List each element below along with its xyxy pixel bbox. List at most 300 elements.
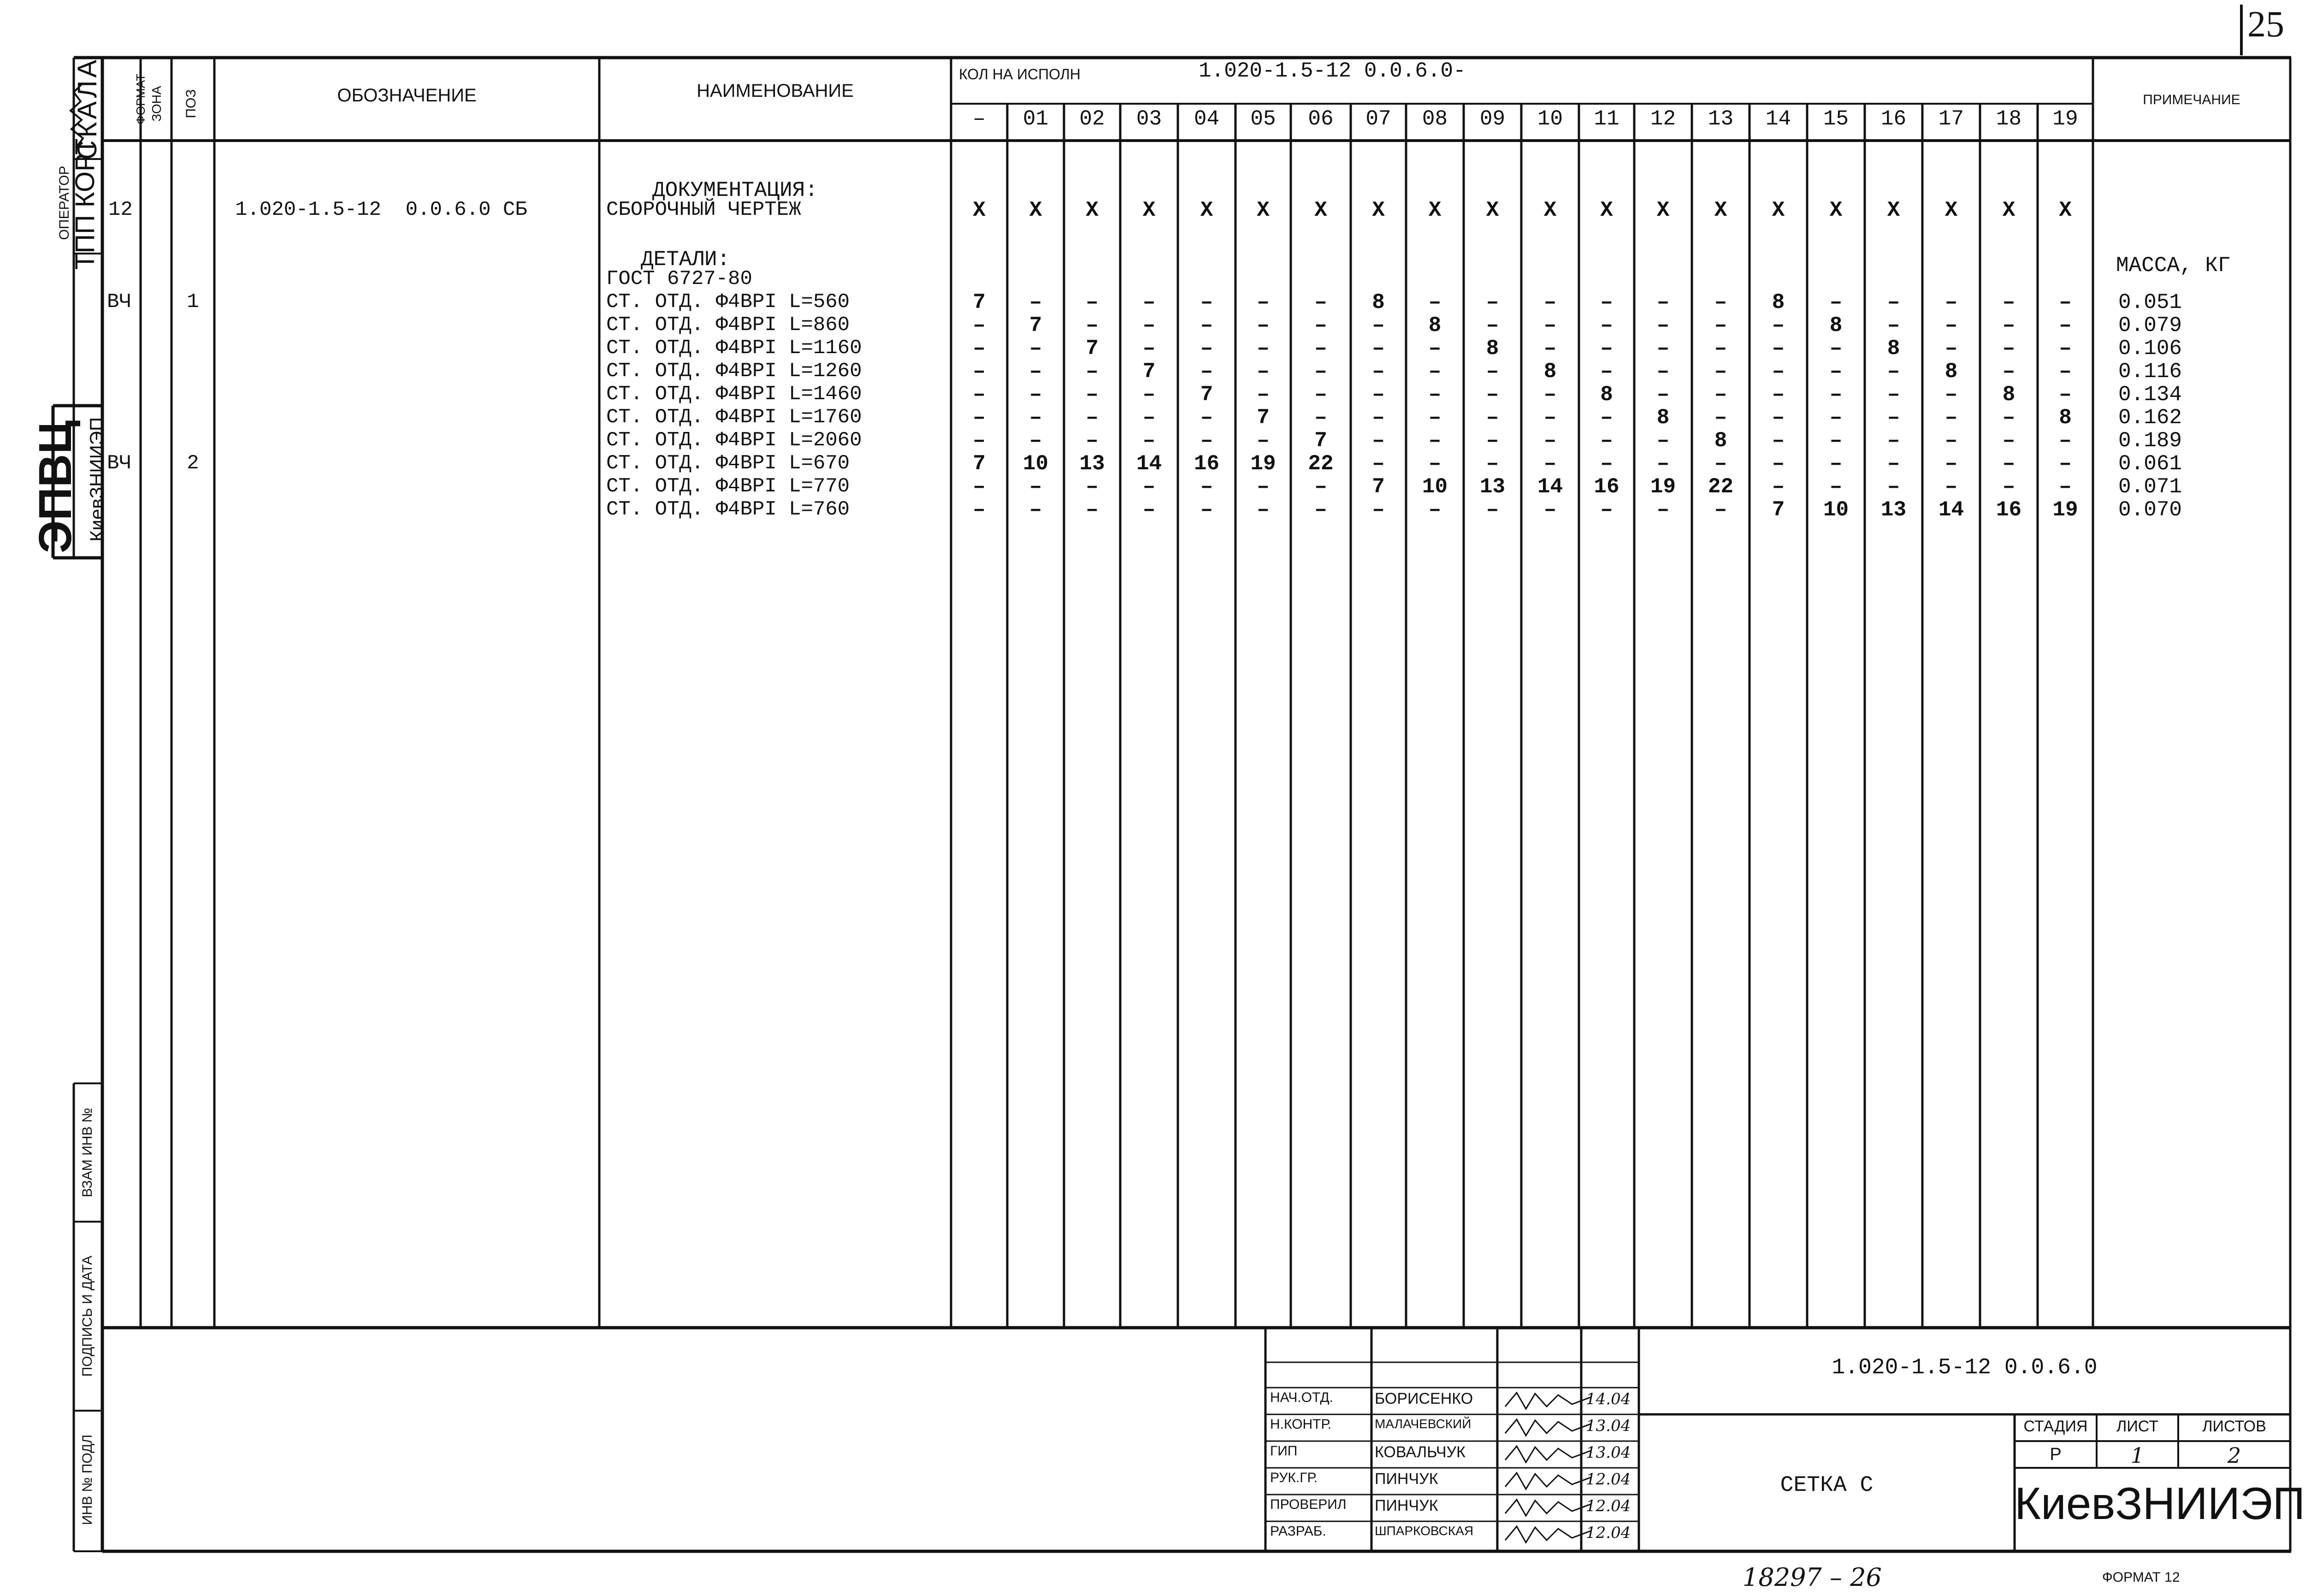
row-note: 0.134	[2118, 383, 2182, 407]
qty-cell: 13	[1880, 498, 1907, 522]
qty-cell: –	[1029, 290, 1042, 314]
row-note: МАССА, КГ	[2116, 254, 2231, 278]
qty-cell: –	[2059, 337, 2072, 361]
row-note: 0.106	[2118, 337, 2182, 361]
qty-cell: X	[1829, 198, 1843, 222]
qty-cell: –	[1257, 475, 1270, 499]
qty-cell: –	[2059, 475, 2072, 499]
qty-cell: 14	[1537, 475, 1563, 499]
variant-header: 17	[1938, 107, 1964, 131]
qty-cell: –	[1029, 360, 1042, 384]
qty-cell: –	[1656, 383, 1670, 407]
qty-cell: –	[1257, 337, 1270, 361]
inv-podl-label: ИНВ № ПОДЛ	[80, 1434, 95, 1525]
qty-cell: –	[2059, 429, 2072, 453]
qty-cell: X	[1142, 198, 1156, 222]
signer-role: РАЗРАБ.	[1270, 1524, 1326, 1539]
qty-cell: –	[1142, 475, 1156, 499]
signature-stroke	[1505, 1393, 1590, 1409]
qty-cell: –	[1372, 337, 1385, 361]
qty-cell: X	[1257, 198, 1270, 222]
qty-cell: X	[1372, 198, 1385, 222]
qty-cell: 8	[1543, 360, 1557, 384]
stadiya-value: Р	[2050, 1445, 2062, 1464]
qty-cell: –	[2002, 337, 2015, 361]
qty-cell: –	[1200, 313, 1213, 337]
qty-cell: –	[1944, 337, 1958, 361]
qty-cell: 19	[1250, 452, 1276, 476]
row-name: СБОРОЧНЫЙ ЧЕРТЕЖ	[606, 198, 801, 221]
qty-cell: –	[2059, 290, 2072, 314]
qty-cell: –	[1486, 498, 1499, 522]
qty-cell: X	[1714, 198, 1727, 222]
qty-cell: –	[1887, 313, 1900, 337]
variant-header: 05	[1250, 107, 1276, 131]
qty-cell: –	[1314, 498, 1327, 522]
qty-cell: –	[1029, 498, 1042, 522]
qty-cell: –	[1486, 360, 1499, 384]
qty-cell: 19	[1650, 475, 1676, 499]
variant-header: 10	[1537, 107, 1563, 131]
qty-cell: –	[1314, 383, 1327, 407]
qty-cell: –	[1543, 313, 1557, 337]
qty-cell: –	[1486, 406, 1499, 430]
signature-stroke	[1505, 1419, 1590, 1436]
qty-cell: X	[1543, 198, 1557, 222]
qty-cell: –	[1772, 452, 1785, 476]
vzam-inv-label: ВЗАМ ИНВ №	[80, 1107, 95, 1198]
row-name: СТ. ОТД. Ф4ВРI L=1460	[606, 383, 862, 406]
qty-cell: –	[2059, 452, 2072, 476]
qty-cell: –	[1887, 475, 1900, 499]
qty-cell: X	[1029, 198, 1042, 222]
qty-cell: X	[973, 198, 986, 222]
row-note: 0.079	[2118, 313, 2182, 337]
qty-cell: X	[2002, 198, 2015, 222]
qty-cell: –	[1543, 290, 1557, 314]
qty-cell: X	[1428, 198, 1442, 222]
qty-cell: 8	[1486, 337, 1499, 361]
header-doc-prefix: 1.020-1.5-12 0.0.6.0-	[1199, 59, 1466, 83]
row-format: 12	[108, 198, 133, 221]
qty-cell: 8	[1714, 429, 1727, 453]
qty-cell: 8	[1829, 313, 1843, 337]
qty-cell: –	[1714, 290, 1727, 314]
qty-cell: –	[1887, 383, 1900, 407]
qty-cell: –	[2002, 475, 2015, 499]
qty-cell: –	[2002, 429, 2015, 453]
qty-cell: 8	[1372, 290, 1385, 314]
qty-cell: –	[1200, 498, 1213, 522]
row-name: СТ. ОТД. Ф4ВРI L=2060	[606, 429, 862, 452]
variant-header: 18	[1996, 107, 2022, 131]
header-kol-na-ispoln: КОЛ НА ИСПОЛН	[959, 66, 1081, 83]
qty-cell: –	[973, 429, 986, 453]
variant-header: 14	[1765, 107, 1791, 131]
row-note: 0.162	[2118, 406, 2182, 430]
qty-cell: –	[1887, 452, 1900, 476]
signature-drawing	[1503, 1468, 1595, 1494]
qty-cell: 10	[1422, 475, 1448, 499]
qty-cell: –	[1714, 452, 1727, 476]
row-note: 0.070	[2118, 498, 2182, 522]
qty-cell: –	[1772, 313, 1785, 337]
variant-header: –	[973, 107, 986, 131]
signature-stroke	[1505, 1473, 1590, 1489]
qty-cell: 8	[1944, 360, 1958, 384]
qty-cell: –	[1772, 337, 1785, 361]
qty-cell: –	[1314, 290, 1327, 314]
qty-cell: –	[1600, 406, 1613, 430]
qty-cell: 8	[1656, 406, 1670, 430]
qty-cell: –	[1543, 406, 1557, 430]
qty-cell: –	[1656, 290, 1670, 314]
qty-cell: –	[1772, 475, 1785, 499]
qty-cell: –	[1086, 313, 1099, 337]
qty-cell: X	[1200, 198, 1213, 222]
row-name: СТ. ОТД. Ф4ВРI L=560	[606, 290, 850, 313]
variant-header: 02	[1079, 107, 1105, 131]
qty-cell: –	[1086, 475, 1099, 499]
qty-cell: X	[1772, 198, 1785, 222]
qty-cell: –	[973, 406, 986, 430]
qty-cell: –	[1600, 429, 1613, 453]
qty-cell: –	[973, 383, 986, 407]
signer-name: БОРИСЕНКО	[1375, 1390, 1473, 1407]
signer-date: 12.04	[1586, 1524, 1631, 1542]
signer-role: ГИП	[1270, 1443, 1298, 1459]
qty-cell: –	[1029, 475, 1042, 499]
qty-cell: –	[973, 475, 986, 499]
qty-cell: –	[1029, 406, 1042, 430]
qty-cell: –	[1142, 429, 1156, 453]
row-oboznachenie: 1.020-1.5-12 0.0.6.0 СБ	[235, 198, 527, 221]
qty-cell: 14	[1938, 498, 1964, 522]
qty-cell: –	[1428, 360, 1442, 384]
qty-cell: –	[1372, 452, 1385, 476]
qty-cell: –	[1543, 383, 1557, 407]
qty-cell: 7	[1142, 360, 1156, 384]
signer-role: ПРОВЕРИЛ	[1270, 1497, 1347, 1512]
signature-drawing	[1503, 1495, 1595, 1521]
signer-name: МАЛАЧЕВСКИЙ	[1375, 1417, 1472, 1431]
skala-stamp: СКАЛА	[72, 57, 102, 160]
variant-header: 16	[1880, 107, 1907, 131]
signer-date: 12.04	[1586, 1497, 1631, 1515]
qty-cell: –	[1086, 498, 1099, 522]
qty-cell: –	[1428, 429, 1442, 453]
qty-cell: –	[1772, 360, 1785, 384]
qty-cell: –	[1600, 498, 1613, 522]
qty-cell: –	[1200, 406, 1213, 430]
qty-cell: –	[1200, 290, 1213, 314]
inventory-number: 18297 – 26	[1743, 1563, 1882, 1592]
qty-cell: 8	[2059, 406, 2072, 430]
qty-cell: –	[1887, 360, 1900, 384]
qty-cell: 13	[1079, 452, 1105, 476]
qty-cell: –	[1029, 429, 1042, 453]
header-naimenovanie: НАИМЕНОВАНИЕ	[697, 81, 854, 101]
qty-cell: –	[1029, 383, 1042, 407]
signature-drawing	[1503, 1442, 1595, 1467]
qty-cell: –	[1887, 290, 1900, 314]
signature-stroke	[1505, 1526, 1590, 1543]
row-name: СТ. ОТД. Ф4ВРI L=1260	[606, 360, 862, 383]
qty-cell: –	[1257, 383, 1270, 407]
qty-cell: –	[2059, 383, 2072, 407]
variant-header: 15	[1823, 107, 1849, 131]
qty-cell: –	[1829, 452, 1843, 476]
signer-role: РУК.ГР.	[1270, 1470, 1318, 1485]
variant-header: 01	[1022, 107, 1049, 131]
header-oboznachenie: ОБОЗНАЧЕНИЕ	[337, 85, 477, 106]
org-strip-label: КиевЗНИИЭП	[86, 417, 107, 542]
qty-cell: X	[1314, 198, 1327, 222]
list-label: ЛИСТ	[2116, 1418, 2158, 1435]
qty-cell: –	[1829, 475, 1843, 499]
qty-cell: 7	[1372, 475, 1385, 499]
qty-cell: –	[1486, 383, 1499, 407]
epvts-label: ЭПВЦ	[30, 420, 81, 553]
qty-cell: –	[1714, 406, 1727, 430]
qty-cell: –	[1543, 429, 1557, 453]
qty-cell: –	[1200, 475, 1213, 499]
drawing-title: СЕТКА С	[1780, 1473, 1874, 1498]
signer-date: 14.04	[1586, 1390, 1631, 1408]
row-name: СТ. ОТД. Ф4ВРI L=760	[606, 498, 850, 521]
variant-header: 07	[1365, 107, 1391, 131]
qty-cell: –	[1257, 429, 1270, 453]
qty-cell: –	[1887, 429, 1900, 453]
qty-cell: –	[1656, 452, 1670, 476]
qty-cell: –	[1314, 337, 1327, 361]
row-section-heading: ДЕТАЛИ:	[641, 248, 730, 272]
qty-cell: X	[1944, 198, 1958, 222]
qty-cell: –	[1944, 290, 1958, 314]
qty-cell: –	[2002, 313, 2015, 337]
row-name: СТ. ОТД. Ф4ВРI L=770	[606, 475, 850, 498]
signer-role: Н.КОНТР.	[1270, 1417, 1332, 1432]
qty-cell: –	[1486, 452, 1499, 476]
qty-cell: –	[1257, 498, 1270, 522]
qty-cell: 10	[1022, 452, 1049, 476]
qty-cell: –	[1656, 360, 1670, 384]
qty-cell: –	[1314, 360, 1327, 384]
qty-cell: –	[1714, 383, 1727, 407]
qty-cell: –	[1372, 360, 1385, 384]
qty-cell: –	[1887, 406, 1900, 430]
row-note: 0.071	[2118, 475, 2182, 499]
qty-cell: –	[1428, 290, 1442, 314]
qty-cell: 7	[1086, 337, 1099, 361]
qty-cell: –	[1944, 475, 1958, 499]
qty-cell: –	[1600, 290, 1613, 314]
signer-name: КОВАЛЬЧУК	[1375, 1443, 1466, 1461]
row-format: ВЧ	[107, 452, 131, 475]
row-note: 0.116	[2118, 360, 2182, 384]
qty-cell: –	[1656, 337, 1670, 361]
org-name: КиевЗНИИЭП	[2015, 1478, 2305, 1529]
row-format: ВЧ	[107, 290, 131, 313]
qty-cell: 8	[1772, 290, 1785, 314]
qty-cell: –	[1944, 406, 1958, 430]
qty-cell: 8	[1600, 383, 1613, 407]
signature-stroke	[1505, 1446, 1590, 1462]
stadiya-label: СТАДИЯ	[2023, 1418, 2088, 1435]
variant-header: 08	[1422, 107, 1448, 131]
qty-cell: X	[1600, 198, 1613, 222]
qty-cell: –	[1829, 360, 1843, 384]
qty-cell: 8	[1428, 313, 1442, 337]
qty-cell: –	[2002, 360, 2015, 384]
qty-cell: X	[2059, 198, 2072, 222]
qty-cell: –	[1829, 406, 1843, 430]
qty-cell: –	[1944, 313, 1958, 337]
qty-cell: –	[1714, 313, 1727, 337]
qty-cell: –	[1428, 452, 1442, 476]
qty-cell: –	[1257, 313, 1270, 337]
qty-cell: 16	[1194, 452, 1220, 476]
qty-cell: X	[1486, 198, 1499, 222]
qty-cell: –	[1944, 452, 1958, 476]
qty-cell: –	[1029, 337, 1042, 361]
qty-cell: 7	[1257, 406, 1270, 430]
qty-cell: –	[2002, 452, 2015, 476]
qty-cell: –	[1142, 290, 1156, 314]
qty-cell: –	[1086, 406, 1099, 430]
signature-drawing	[1503, 1415, 1595, 1441]
qty-cell: –	[1142, 337, 1156, 361]
listov-value: 2	[2227, 1443, 2241, 1468]
qty-cell: –	[1829, 337, 1843, 361]
qty-cell: –	[1714, 498, 1727, 522]
qty-cell: –	[1372, 406, 1385, 430]
qty-cell: –	[1772, 429, 1785, 453]
variant-header: 11	[1594, 107, 1619, 131]
qty-cell: –	[1714, 337, 1727, 361]
qty-cell: 7	[1200, 383, 1213, 407]
signer-date: 12.04	[1586, 1470, 1631, 1489]
qty-cell: 16	[1996, 498, 2022, 522]
qty-cell: 7	[1314, 429, 1327, 453]
qty-cell: –	[2002, 290, 2015, 314]
variant-header: 04	[1194, 107, 1220, 131]
signer-date: 13.04	[1586, 1417, 1631, 1435]
row-poz: 1	[187, 290, 199, 313]
signer-name: ПИНЧУК	[1375, 1497, 1438, 1514]
qty-cell: –	[2002, 406, 2015, 430]
qty-cell: –	[1257, 360, 1270, 384]
qty-cell: 7	[1772, 498, 1785, 522]
qty-cell: –	[1086, 290, 1099, 314]
qty-cell: –	[1142, 383, 1156, 407]
row-name: СТ. ОТД. Ф4ВРI L=860	[606, 313, 850, 337]
qty-cell: –	[1257, 290, 1270, 314]
qty-cell: –	[1372, 313, 1385, 337]
qty-cell: –	[1944, 429, 1958, 453]
qty-cell: –	[1372, 429, 1385, 453]
qty-cell: –	[1772, 383, 1785, 407]
doc-number: 1.020-1.5-12 0.0.6.0	[1832, 1355, 2098, 1380]
signer-date: 13.04	[1586, 1443, 1631, 1462]
qty-cell: –	[1200, 337, 1213, 361]
qty-cell: –	[973, 313, 986, 337]
qty-cell: –	[1600, 452, 1613, 476]
qty-cell: –	[1428, 383, 1442, 407]
qty-cell: –	[973, 498, 986, 522]
row-name: ГОСТ 6727-80	[606, 267, 752, 290]
header-format: ФОРМАТ	[134, 74, 148, 124]
qty-cell: –	[973, 360, 986, 384]
row-name: СТ. ОТД. Ф4ВРI L=1760	[606, 406, 862, 429]
qty-cell: –	[1372, 498, 1385, 522]
qty-cell: –	[1656, 429, 1670, 453]
page-number: 25	[2247, 4, 2284, 45]
qty-cell: –	[1486, 313, 1499, 337]
qty-cell: –	[1142, 313, 1156, 337]
qty-cell: 19	[2052, 498, 2078, 522]
qty-cell: 7	[973, 452, 986, 476]
row-note: 0.189	[2118, 429, 2182, 453]
signature-stroke	[1505, 1500, 1590, 1516]
qty-cell: –	[1486, 429, 1499, 453]
qty-cell: –	[1314, 475, 1327, 499]
qty-cell: –	[1086, 429, 1099, 453]
qty-cell: 7	[973, 290, 986, 314]
skala-signature	[62, 74, 99, 148]
qty-cell: –	[1829, 383, 1843, 407]
qty-cell: –	[1142, 406, 1156, 430]
qty-cell: 13	[1479, 475, 1506, 499]
qty-cell: –	[1428, 498, 1442, 522]
qty-cell: –	[1200, 429, 1213, 453]
tpp-kort-label: ТПП КОРТ	[70, 138, 100, 270]
qty-cell: 8	[2002, 383, 2015, 407]
qty-cell: –	[1314, 313, 1327, 337]
qty-cell: –	[1314, 406, 1327, 430]
list-value: 1	[2130, 1443, 2145, 1468]
qty-cell: –	[2059, 313, 2072, 337]
header-zona: ЗОНА	[149, 86, 164, 122]
qty-cell: 14	[1136, 452, 1162, 476]
qty-cell: –	[1372, 383, 1385, 407]
qty-cell: –	[1142, 498, 1156, 522]
row-note: 0.061	[2118, 452, 2182, 476]
signer-name: ПИНЧУК	[1375, 1470, 1438, 1488]
row-name: СТ. ОТД. Ф4ВРI L=670	[606, 452, 850, 475]
variant-header: 06	[1308, 107, 1334, 131]
variant-header: 13	[1708, 107, 1734, 131]
qty-cell: –	[1656, 498, 1670, 522]
row-name: СТ. ОТД. Ф4ВРI L=1160	[606, 337, 862, 360]
qty-cell: –	[1486, 290, 1499, 314]
qty-cell: –	[1086, 383, 1099, 407]
row-poz: 2	[187, 452, 199, 475]
qty-cell: –	[1543, 498, 1557, 522]
qty-cell: 16	[1594, 475, 1619, 499]
row-section-heading: ДОКУМЕНТАЦИЯ:	[652, 178, 818, 202]
qty-cell: –	[1714, 360, 1727, 384]
qty-cell: –	[1543, 452, 1557, 476]
qty-cell: –	[1428, 337, 1442, 361]
qty-cell: –	[1543, 337, 1557, 361]
variant-header: 09	[1479, 107, 1506, 131]
qty-cell: –	[1428, 406, 1442, 430]
listov-label: ЛИСТОВ	[2202, 1418, 2266, 1435]
qty-cell: 22	[1708, 475, 1734, 499]
qty-cell: 10	[1823, 498, 1849, 522]
qty-cell: X	[1656, 198, 1670, 222]
